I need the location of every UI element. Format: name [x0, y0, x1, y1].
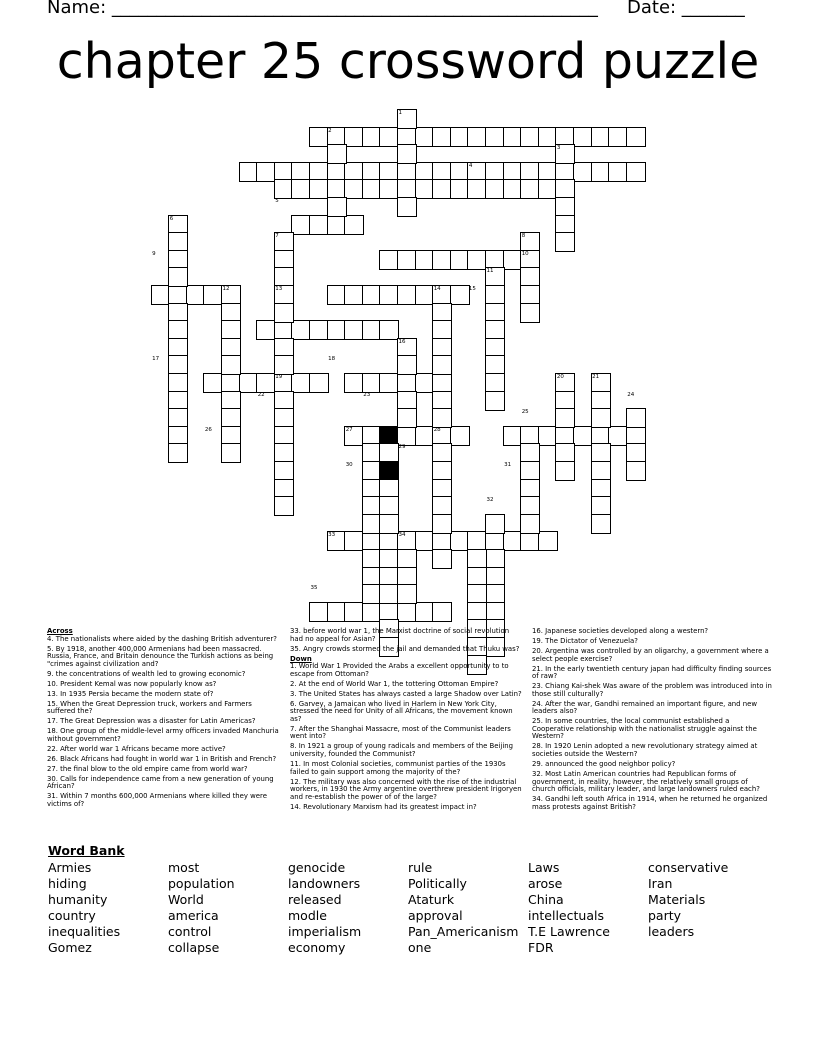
word-bank-column	[528, 860, 610, 956]
grid-number: 29	[398, 444, 406, 451]
grid-number: 21	[592, 374, 600, 380]
grid-cell[interactable]	[432, 549, 452, 569]
word-bank-word: Pan_Americanism	[408, 924, 519, 939]
word-bank-word: inequalities	[48, 924, 121, 939]
grid-number: 34	[398, 532, 406, 539]
grid-number: 24	[627, 391, 635, 398]
grid-number: 10	[521, 250, 529, 257]
word-bank-word: humanity	[48, 892, 108, 907]
clue-down-2: 2. At the end of World War 1, the tottering Ottoman Empire?	[290, 679, 499, 688]
grid-cell[interactable]	[520, 514, 540, 534]
clue-down-1: 1. World War 1 Provided the Arabs a excellent opportunity to to escape from Ottoman?	[290, 662, 509, 678]
across-heading: Across	[47, 627, 73, 635]
clue-across-15: 15. When the Great Depression truck, workers and Farmers suffered the?	[47, 699, 252, 716]
grid-number: 32	[486, 497, 494, 504]
grid-cell[interactable]	[432, 408, 452, 428]
grid-number: 26	[204, 426, 212, 433]
word-bank-word: Iran	[648, 876, 673, 891]
grid-cell[interactable]	[327, 144, 347, 164]
word-bank-word: Ataturk	[408, 892, 455, 907]
word-bank-title: Word Bank	[48, 843, 125, 858]
word-bank-word: Laws	[528, 860, 560, 875]
grid-number: 16	[398, 338, 406, 345]
grid-number: 3	[556, 145, 561, 152]
grid-cell[interactable]	[344, 215, 364, 235]
clue-down-8: 8. In 1921 a group of young radicals and members of the Beijing university, founded the Communist?	[290, 742, 513, 759]
grid-cell[interactable]	[221, 355, 241, 375]
grid-number: 5	[275, 198, 279, 204]
grid-number: 9	[152, 250, 156, 257]
word-bank-word: Armies	[48, 860, 92, 875]
grid-cell[interactable]	[450, 285, 470, 305]
grid-number: 13	[275, 286, 283, 292]
grid-number: 8	[521, 233, 526, 240]
clue-down-34: 34. Gandhi left south Africa in 1914, when he returned he organized mass protests against British?	[532, 795, 768, 811]
clue-down-7: 7. After the Shanghai Massacre, most of the Communist leaders went into?	[290, 724, 511, 741]
word-bank-word: Politically	[408, 876, 467, 891]
clue-down-19: 19. The Dictator of Venezuela?	[532, 636, 638, 645]
grid-number: 7	[275, 233, 279, 240]
clue-across-9: 9. the concentrations of wealth led to growing economic?	[47, 669, 246, 678]
grid-cell[interactable]	[432, 514, 452, 534]
grid-number: 1	[398, 110, 402, 116]
date-field[interactable]: Date: _______	[627, 0, 745, 18]
grid-cell[interactable]	[555, 408, 575, 428]
word-bank-word: america	[168, 908, 219, 923]
grid-number: 14	[433, 286, 441, 292]
grid-number: 27	[345, 426, 353, 433]
word-bank-column	[168, 860, 235, 956]
word-bank-word: arose	[528, 876, 563, 891]
grid-cell[interactable]	[555, 232, 575, 252]
grid-cell[interactable]	[591, 514, 611, 534]
clue-across-10: 10. President Kemal was now popularly know as?	[47, 679, 217, 688]
word-bank-column	[408, 860, 518, 956]
word-bank-word: conservative	[648, 860, 729, 875]
word-bank-word: economy	[288, 940, 346, 955]
word-bank-word: FDR	[528, 940, 554, 955]
word-bank-word: landowners	[288, 876, 361, 891]
grid-cell[interactable]	[327, 197, 347, 217]
clue-down-14: 14. Revolutionary Marxism had its greatest impact in?	[290, 802, 477, 811]
word-bank-word: modle	[288, 908, 327, 923]
clue-across-5: 5. By 1918, another 400,000 Armenians had been massacred. Russia, France, and Britain denounce the Turkish actions as being "crimes against civilization and?	[47, 644, 274, 668]
word-bank-word: genocide	[288, 860, 346, 875]
grid-number: 22	[257, 391, 265, 398]
clue-down-20: 20. Argentina was controlled by an oligarchy, a government where a select people exercise?	[532, 646, 769, 663]
grid-cell[interactable]	[450, 426, 470, 446]
grid-cell[interactable]	[538, 531, 558, 551]
word-bank-word: intellectuals	[528, 908, 604, 923]
clue-down-21: 21. In the early twentieth century japan had difficulty finding sources of raw?	[532, 664, 772, 681]
word-bank-word: population	[168, 876, 235, 891]
clue-down-11: 11. In most Colonial societies, communist parties of the 1930s failed to gain support among the majority of the?	[290, 760, 506, 776]
clue-down-6: 6. Garvey, a Jamaican who lived in Harlem in New York City, stressed the need for Unity of all Africans, the movement known as?	[290, 699, 513, 723]
grid-cell[interactable]	[485, 391, 505, 411]
word-bank-word: approval	[408, 908, 463, 923]
page-title: chapter 25 crossword puzzle	[56, 33, 760, 90]
clues-column-2	[290, 628, 522, 814]
word-bank-word: World	[168, 892, 204, 907]
word-bank-column	[48, 860, 120, 956]
word-bank	[48, 843, 729, 955]
clue-down-25: 25. In some countries, the local communist established a Cooperative relationship with the nationalist struggle against the Western?	[532, 717, 757, 741]
grid-number: 31	[504, 462, 512, 468]
grid-number: 6	[169, 215, 174, 222]
word-bank-word: imperialism	[288, 924, 362, 939]
grid-number: 18	[328, 356, 336, 363]
word-bank-word: hiding	[48, 876, 87, 891]
grid-cell[interactable]	[274, 496, 294, 516]
grid-cell[interactable]	[555, 461, 575, 481]
grid-cell[interactable]	[274, 355, 294, 375]
word-bank-word: T.E Lawrence	[528, 924, 610, 939]
clue-across-31: 31. Within 7 months 600,000 Armenians where killed they were victims of?	[47, 792, 267, 808]
grid-cell[interactable]	[626, 127, 646, 147]
clue-down-16: 16. Japanese societies developed along a western?	[532, 627, 709, 635]
word-bank-column	[648, 860, 728, 940]
word-bank-word: China	[528, 892, 564, 907]
clue-across-13: 13. In 1935 Persia became the modern state of?	[47, 689, 214, 698]
grid-number: 11	[486, 268, 494, 275]
word-bank-word: most	[168, 860, 200, 875]
grid-cell[interactable]	[591, 408, 611, 428]
clue-across-4: 4. The nationalists where aided by the dashing British adventurer?	[47, 634, 277, 643]
grid-cell[interactable]	[168, 267, 188, 287]
word-bank-word: Materials	[648, 892, 706, 907]
grid-cell[interactable]	[309, 373, 329, 393]
clue-across-30: 30. Calls for independence came from a new generation of young African?	[47, 774, 274, 791]
clue-across-27: 27. the final blow to the old empire came from world war?	[47, 764, 248, 773]
grid-number: 20	[556, 374, 564, 380]
clue-across-17: 17. The Great Depression was a disaster for Latin Americas?	[47, 717, 256, 726]
grid-cell[interactable]	[520, 303, 540, 323]
grid-number: 28	[433, 426, 441, 433]
grid-number: 15	[468, 286, 476, 292]
clue-down-24: 24. After the war, Gandhi remained an important figure, and new leaders also?	[532, 699, 757, 716]
word-bank-word: rule	[408, 860, 433, 875]
clue-down-23: 23. Chiang Kai-shek Was aware of the problem was introduced into in those still culturally?	[532, 682, 772, 698]
grid-cell[interactable]	[397, 408, 417, 428]
word-bank-word: one	[408, 940, 432, 955]
word-bank-column	[288, 860, 361, 956]
grid-cell[interactable]	[397, 197, 417, 217]
grid-number: 17	[152, 356, 160, 363]
word-bank-word: released	[288, 892, 342, 907]
clue-across-26: 26. Black Africans had fought in world war 1 in British and French?	[47, 754, 277, 763]
grid-cell[interactable]	[397, 144, 417, 164]
grid-cell[interactable]	[432, 602, 452, 622]
name-field[interactable]: Name: ______________________________________________________	[47, 0, 598, 18]
grid-cell[interactable]	[221, 443, 241, 463]
grid-cell[interactable]	[432, 355, 452, 375]
grid-number: 19	[275, 374, 283, 380]
word-bank-word: country	[48, 908, 96, 923]
grid-cell[interactable]	[626, 162, 646, 182]
clue-across-33: 33. before world war 1, the Marxist doctrine of social revolution had no appeal for Asian?	[290, 627, 510, 643]
grid-cell[interactable]	[397, 584, 417, 604]
grid-number: 25	[521, 409, 529, 416]
clue-down-3: 3. The United States has always casted a large Shadow over Latin?	[290, 689, 522, 698]
clue-across-18: 18. One group of the middle-level army officers invaded Manchuria without government?	[47, 727, 279, 743]
down-heading: Down	[290, 654, 312, 663]
word-bank-word: leaders	[648, 924, 695, 939]
grid-number: 33	[328, 532, 336, 539]
grid-number: 4	[468, 162, 473, 169]
clue-down-28: 28. In 1920 Lenin adopted a new revolutionary strategy aimed at societies outside the Western?	[532, 742, 758, 759]
clue-across-22: 22. After world war 1 Africans became more active?	[47, 744, 226, 753]
grid-cell[interactable]	[626, 408, 646, 428]
word-bank-word: collapse	[168, 940, 220, 955]
word-bank-word: control	[168, 924, 212, 939]
word-bank-word: Gomez	[48, 940, 92, 955]
grid-cell[interactable]	[379, 514, 399, 534]
clue-across-35: 35. Angry crowds stormed the jail and demanded that Thuku was?	[290, 644, 520, 653]
clues-column-3	[532, 628, 772, 814]
clue-down-32: 32. Most Latin American countries had Republican forms of government, in reality, however, the relatively small groups of church officials, military leader, and large landowners ruled each?	[532, 770, 760, 794]
grid-number: 30	[345, 462, 353, 468]
grid-number: 12	[222, 286, 230, 292]
grid-cell[interactable]	[626, 461, 646, 481]
grid-cell[interactable]	[485, 514, 505, 534]
grid-cell[interactable]	[168, 443, 188, 463]
word-bank-word: party	[648, 908, 682, 923]
grid-cell[interactable]	[397, 355, 417, 375]
grid-number: 35	[310, 585, 318, 592]
clue-down-29: 29. announced the good neighbor policy?	[532, 760, 676, 769]
clue-down-12: 12. The military was also concerned with the rise of the industrial workers, in 1930 the Army argentine overthrew president Irigoryen and re-establish the power of of the large?	[290, 777, 522, 801]
clues-column-1	[47, 628, 282, 811]
grid-number: 2	[328, 127, 332, 134]
grid-cell[interactable]	[274, 303, 294, 323]
grid-number: 23	[363, 391, 371, 398]
